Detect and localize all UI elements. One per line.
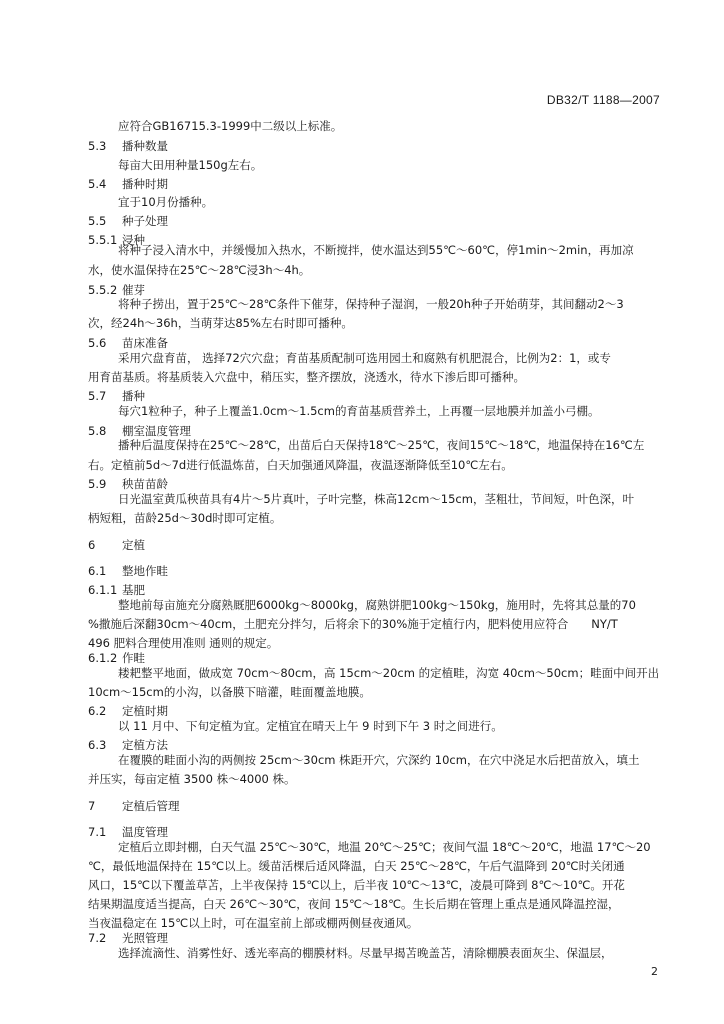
section-number: 5.5 [88, 214, 107, 228]
section-title: 基肥 [122, 583, 145, 597]
paragraph-continuation: 10cm～15cm的小沟，以备膜下暗灌，畦面覆盖地膜。 [88, 685, 371, 699]
section-number: 6.1.2 [88, 651, 118, 665]
section-number: 6.3 [88, 738, 107, 752]
section-number: 7 [88, 799, 96, 813]
section-number: 7.1 [88, 825, 107, 839]
section-title: 定植后管理 [122, 799, 180, 813]
section-heading [88, 213, 168, 229]
paragraph-line: 应符合GB16715.3-1999中二级以上标准。 [118, 119, 343, 133]
paragraph-line: 整地前每亩施充分腐熟厩肥6000kg～8000kg，腐熟饼肥100kg～150kg，施用时，先将其总量的70 [118, 598, 636, 612]
section-number: 6.2 [88, 704, 107, 718]
paragraph-continuation: %撒施后深翻30cm～40cm，土肥充分拌匀，后将余下的30%施于定植行内，肥料使用应符合 NY/T [88, 617, 618, 631]
paragraph-line: 采用穴盘育苗， 选择72穴穴盘；育苗基质配制可选用园土和腐熟有机肥混合，比例为2：1，或专 [118, 351, 611, 365]
section-title: 催芽 [122, 283, 145, 297]
paragraph-line: 定植后立即封棚，白天气温 25℃～30℃，地温 20℃～25℃；夜间气温 18℃～20℃，地温 17℃～20 [118, 840, 651, 854]
section-number: 7.2 [88, 931, 107, 945]
section-title: 棚室温度管理 [122, 424, 191, 438]
paragraph-line: 将种子捞出，置于25℃～28℃条件下催芽，保持种子湿润，一般20h种子开始萌芽，其间翻动2～3 [118, 297, 624, 311]
section-number: 5.4 [88, 177, 107, 191]
paragraph-line: 播种后温度保持在25℃～28℃，出苗后白天保持18℃～25℃，夜间15℃～18℃，地温保持在16℃左 [118, 438, 645, 452]
section-heading [88, 537, 145, 553]
paragraph-line: 以 11 月中、下旬定植为宜。定植宜在晴天上午 9 时到下午 3 时之间进行。 [118, 719, 503, 733]
section-title: 作畦 [122, 651, 145, 665]
paragraph-continuation: 水，使水温保持在25℃～28℃浸3h～4h。 [88, 263, 311, 277]
paragraph-line: 将种子浸入清水中，并缓慢加入热水，不断搅拌，使水温达到55℃～60℃，停1min～2min，再加凉 [118, 243, 634, 257]
section-heading [88, 476, 168, 492]
section-heading [88, 650, 145, 666]
section-heading [88, 824, 168, 840]
section-heading [88, 563, 168, 579]
paragraph-line: 宜于10月份播种。 [118, 195, 214, 209]
standard-code: DB32/T 1188—2007 [546, 93, 660, 107]
section-title: 温度管理 [122, 825, 168, 839]
paragraph-line: 耧耙整平地面，做成宽 70cm～80cm，高 15cm～20cm 的定植畦，沟宽 40cm～50cm；畦面中间开出 [118, 666, 660, 680]
paragraph-line: 每穴1粒种子，种子上覆盖1.0cm～1.5cm的育苗基质营养土，上再覆一层地膜并加盖小弓棚。 [118, 404, 600, 418]
section-number: 5.5.2 [88, 283, 118, 297]
section-heading [88, 388, 145, 404]
section-title: 播种 [122, 389, 145, 403]
section-title: 光照管理 [122, 931, 168, 945]
paragraph-continuation: 风口，15℃以下覆盖草苫，上半夜保持 15℃以上，后半夜 10℃～13℃，凌晨可降到 8℃～10℃。开花 [88, 878, 625, 892]
section-title: 播种数量 [122, 139, 168, 153]
section-title: 苗床准备 [122, 336, 168, 350]
section-heading [88, 703, 168, 719]
section-number: 5.5.1 [88, 233, 118, 247]
section-title: 秧苗苗龄 [122, 477, 168, 491]
paragraph-continuation: 496 肥料合理使用准则 通则的规定。 [88, 636, 279, 650]
paragraph-line: 在覆膜的畦面小沟的两侧按 25cm～30cm 株距开穴，穴深约 10cm，在穴中浇足水后把苗放入，填土 [118, 753, 640, 767]
section-title: 定植时期 [122, 704, 168, 718]
page-number: 2 [651, 965, 658, 978]
section-title: 定植方法 [122, 738, 168, 752]
section-number: 6.1.1 [88, 583, 118, 597]
section-heading [88, 582, 145, 598]
section-heading [88, 335, 168, 351]
section-heading [88, 737, 168, 753]
section-number: 6 [88, 538, 96, 552]
paragraph-line: 选择流滴性、消雾性好、透光率高的棚膜材料。尽量早揭苫晚盖苫，清除棚膜表面灰尘、保温层， [118, 946, 613, 960]
paragraph-continuation: 右。定植前5d～7d进行低温炼苗，白天加强通风降温，夜温逐渐降低至10℃左右。 [88, 458, 513, 472]
section-number: 5.6 [88, 336, 107, 350]
paragraph-continuation: ℃，最低地温保持在 15℃以上。缓苗活棵后适风降温，白天 25℃～28℃，午后气温降到 20℃时关闭通 [88, 859, 625, 873]
paragraph-continuation: 并压实，每亩定植 3500 株～4000 株。 [88, 772, 296, 786]
paragraph-continuation: 当夜温稳定在 15℃以上时，可在温室前上部或棚两侧昼夜通风。 [88, 916, 419, 930]
section-heading [88, 930, 168, 946]
section-title: 种子处理 [122, 214, 168, 228]
section-title: 定植 [122, 538, 145, 552]
section-number: 5.9 [88, 477, 107, 491]
paragraph-continuation: 结果期温度适当提高，白天 26℃～30℃，夜间 15℃～18℃。生长后期在管理上重点是通风降温控湿， [88, 897, 620, 911]
paragraph-continuation: 用育苗基质。将基质装入穴盘中，稍压实，整齐摆放，浇透水，待水下渗后即可播种。 [88, 370, 525, 384]
section-number: 5.3 [88, 139, 107, 153]
section-title: 浸种 [122, 233, 145, 247]
section-heading [88, 138, 168, 154]
section-title: 整地作畦 [122, 564, 168, 578]
section-number: 5.7 [88, 389, 107, 403]
paragraph-continuation: 次，经24h～36h，当萌芽达85%左右时即可播种。 [88, 316, 353, 330]
section-title: 播种时期 [122, 177, 168, 191]
paragraph-continuation: 柄短粗，苗龄25d～30d时即可定植。 [88, 511, 282, 525]
section-number: 5.8 [88, 424, 107, 438]
section-heading [88, 798, 180, 814]
section-heading [88, 176, 168, 192]
paragraph-line: 日光温室黄瓜秧苗具有4片～5片真叶，子叶完整，株高12cm～15cm，茎粗壮，节间短，叶色深，叶 [118, 492, 634, 506]
section-number: 6.1 [88, 564, 107, 578]
paragraph-line: 每亩大田用种量150g左右。 [118, 158, 263, 172]
